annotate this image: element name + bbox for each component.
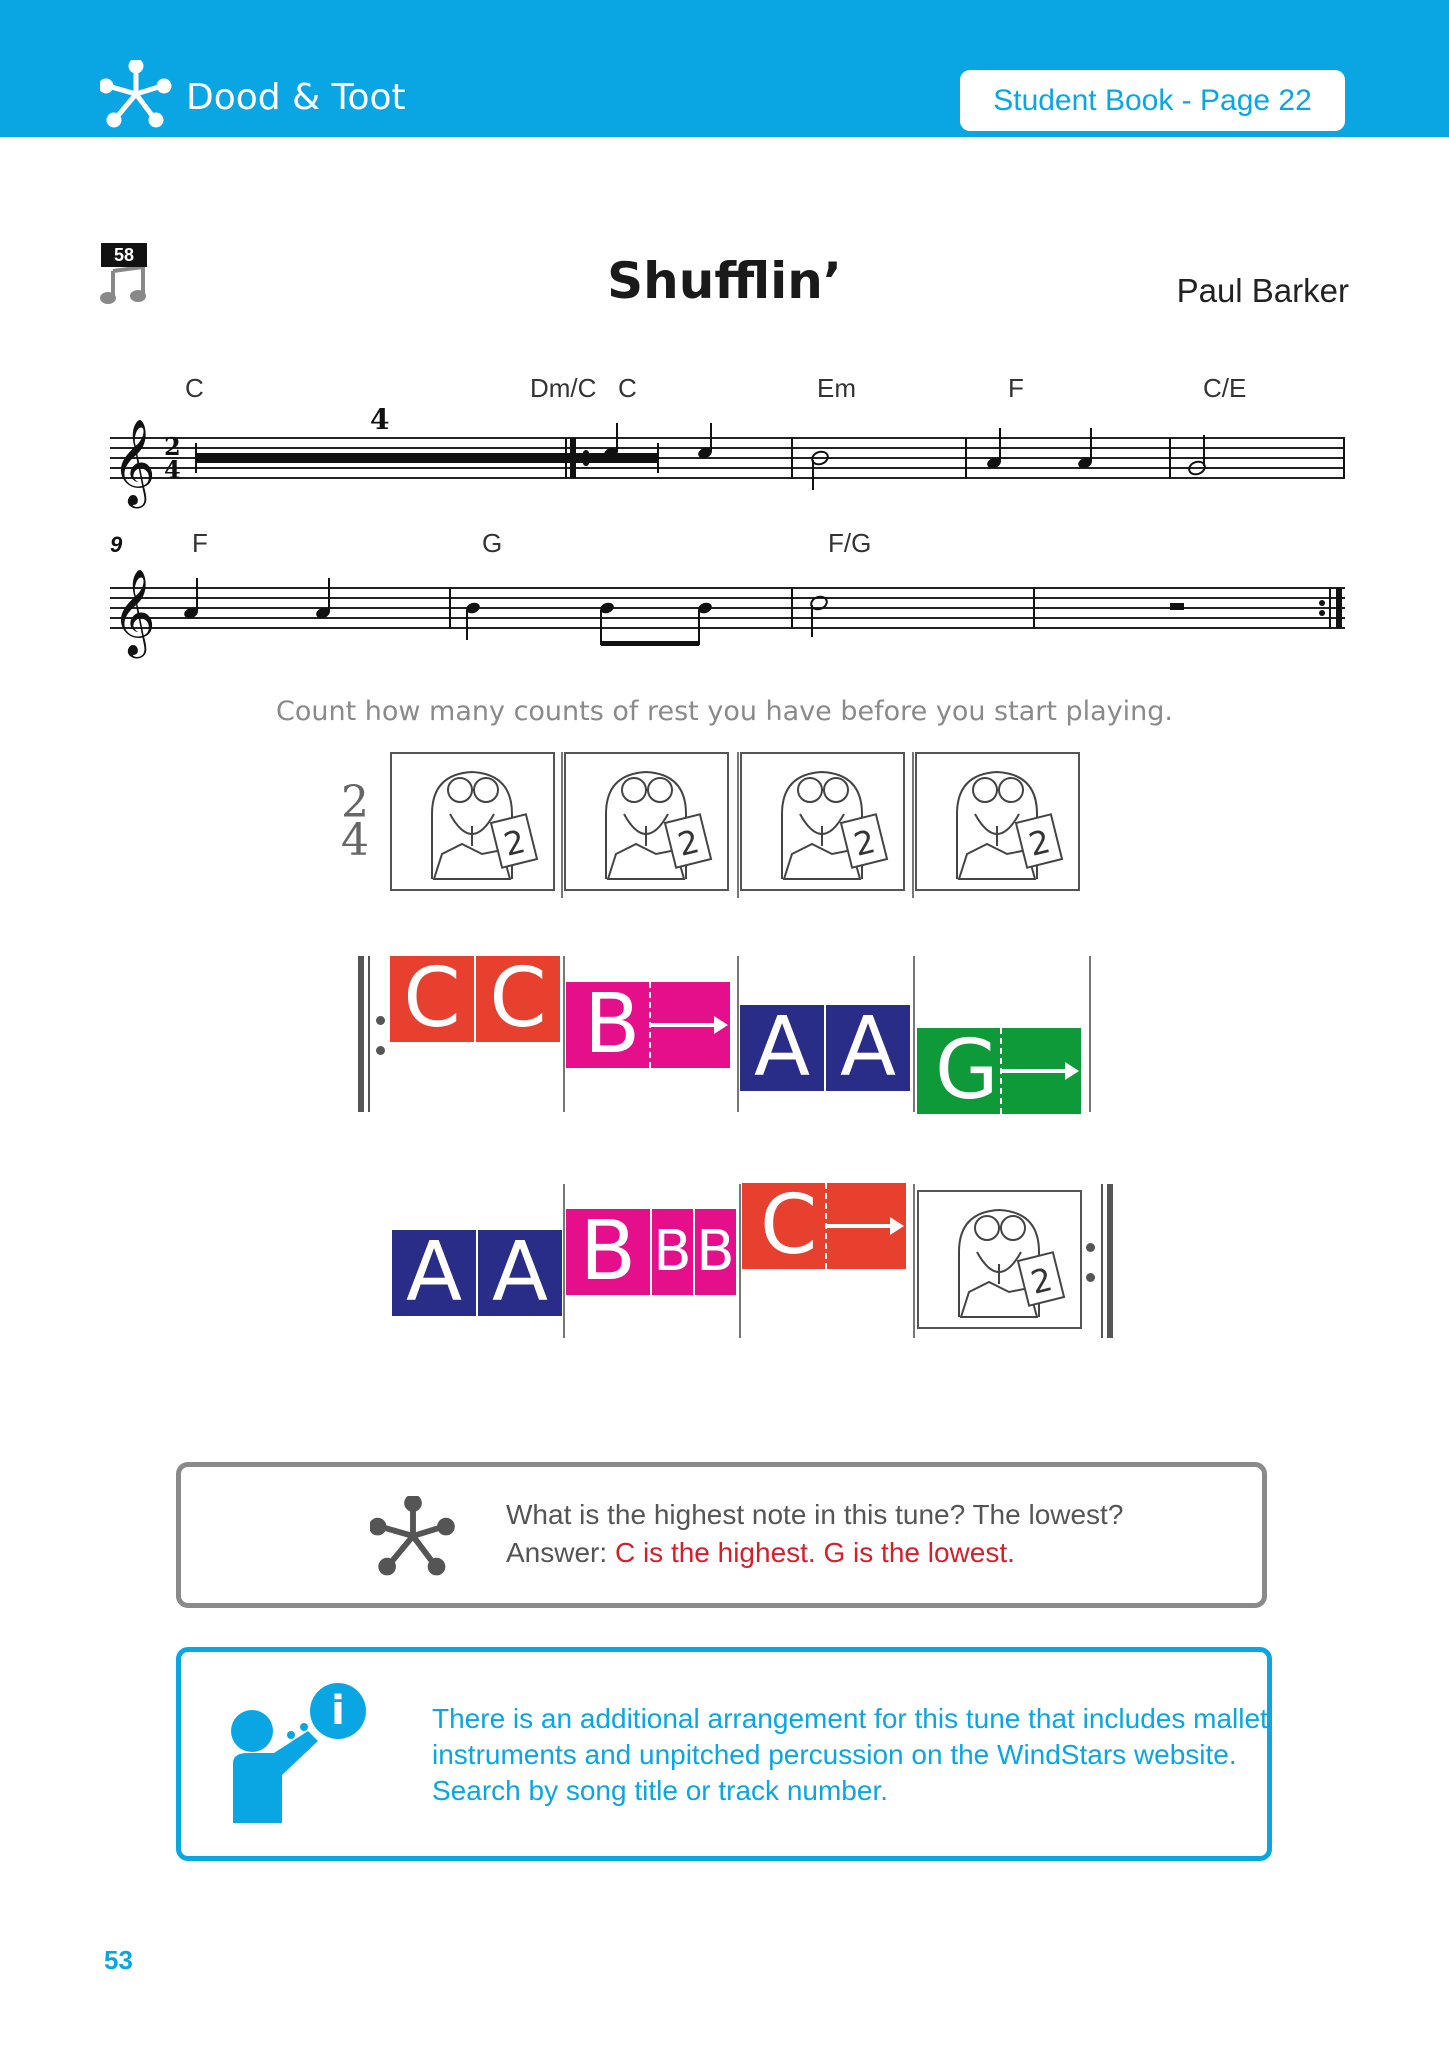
rest-card bbox=[915, 752, 1080, 891]
note-tile-c bbox=[742, 1178, 908, 1273]
hold-arrow-icon bbox=[649, 1023, 718, 1027]
info-person-icon bbox=[228, 1683, 374, 1827]
beat-divider bbox=[649, 982, 651, 1068]
rest-card bbox=[564, 752, 729, 891]
composer: Paul Barker bbox=[1176, 272, 1349, 309]
note-letter: A bbox=[491, 1225, 549, 1320]
svg-text:2: 2 bbox=[850, 822, 879, 864]
barline bbox=[737, 956, 739, 1112]
svg-text:2: 2 bbox=[500, 822, 529, 864]
page-number: 53 bbox=[104, 1945, 133, 1975]
note-letter: C bbox=[403, 951, 461, 1046]
staff-line-2 bbox=[100, 545, 1350, 665]
note-letter: G bbox=[935, 1023, 999, 1118]
note-letter: B bbox=[584, 977, 641, 1072]
note-tile-g bbox=[917, 1023, 1083, 1118]
barline bbox=[561, 752, 563, 898]
time-signature-bottom: 4 bbox=[164, 455, 181, 484]
track-number: 58 bbox=[101, 243, 147, 267]
chord-symbol: C/E bbox=[1203, 373, 1247, 403]
page-reference-badge: Student Book - Page 22 bbox=[960, 70, 1345, 131]
treble-clef-icon: 𝄞 bbox=[112, 419, 156, 505]
barline bbox=[737, 752, 739, 898]
info-text-line: Search by song title or track number. bbox=[432, 1775, 888, 1806]
rest-time-signature-bottom: 4 bbox=[341, 815, 369, 866]
note-letter: C bbox=[760, 1178, 818, 1273]
song-title: Shufflin’ bbox=[607, 252, 842, 310]
rest-card bbox=[390, 752, 555, 891]
chord-symbol: Dm/C bbox=[530, 373, 597, 403]
svg-text:i: i bbox=[331, 1688, 345, 1734]
repeat-sign bbox=[1083, 1184, 1113, 1338]
chord-symbol: F/G bbox=[828, 528, 872, 558]
note-letter: B bbox=[696, 1219, 735, 1284]
info-text-line: instruments and unpitched percussion on the WindStars website. bbox=[432, 1739, 1237, 1770]
hold-arrow-icon bbox=[1000, 1069, 1069, 1073]
note-letter: A bbox=[753, 1000, 811, 1095]
chord-symbol: C bbox=[185, 373, 204, 403]
treble-clef-icon: 𝄞 bbox=[112, 569, 156, 655]
brand-name: Dood & Toot bbox=[186, 77, 406, 118]
note-tile-a bbox=[392, 1225, 478, 1320]
note-tile-b bbox=[566, 1204, 652, 1299]
dood-toot-logo-icon bbox=[100, 60, 172, 128]
note-letter: A bbox=[405, 1225, 463, 1320]
note-tile-c bbox=[390, 951, 476, 1046]
note-tile-b bbox=[695, 1209, 738, 1295]
chord-symbol: C bbox=[618, 373, 637, 403]
multirest-count: 4 bbox=[370, 403, 390, 436]
rest-card bbox=[917, 1190, 1082, 1329]
chord-symbol: F bbox=[192, 528, 208, 558]
answer-label: Answer: bbox=[506, 1537, 608, 1568]
svg-text:2: 2 bbox=[674, 822, 703, 864]
note-tile-b bbox=[652, 1209, 695, 1295]
beat-divider bbox=[825, 1183, 827, 1269]
note-tile-a bbox=[740, 1000, 826, 1095]
info-text-line: There is an additional arrangement for this tune that includes mallet bbox=[432, 1703, 1268, 1734]
staff-line-1 bbox=[100, 395, 1350, 515]
rest-count-instruction: Count how many counts of rest you have before you start playing. bbox=[275, 696, 1174, 727]
barline bbox=[563, 956, 565, 1112]
hold-arrow-icon bbox=[825, 1224, 894, 1228]
rest-time-signature bbox=[338, 777, 372, 866]
answer-text bbox=[506, 1534, 1015, 1572]
measure-number: 9 bbox=[110, 532, 123, 557]
note-letter: B bbox=[653, 1219, 692, 1284]
time-signature-top: 2 bbox=[164, 432, 181, 461]
note-tile-b bbox=[566, 977, 732, 1072]
barline bbox=[739, 1184, 741, 1338]
rest-time-signature-top: 2 bbox=[341, 777, 369, 828]
note-tile-a bbox=[826, 1000, 912, 1095]
barline bbox=[913, 956, 915, 1112]
barline bbox=[1089, 956, 1091, 1112]
rest-card bbox=[740, 752, 905, 891]
barline bbox=[563, 1184, 565, 1338]
dood-toot-logo-icon bbox=[370, 1496, 456, 1576]
chord-symbol: Em bbox=[817, 373, 856, 403]
note-tile-c bbox=[476, 951, 562, 1046]
answer-value: C is the highest. G is the lowest. bbox=[614, 1537, 1015, 1568]
note-tile-a bbox=[478, 1225, 564, 1320]
note-letter: C bbox=[489, 951, 547, 1046]
svg-text:2: 2 bbox=[1027, 1260, 1056, 1302]
note-letter: B bbox=[579, 1204, 637, 1299]
svg-text:2: 2 bbox=[1025, 822, 1054, 864]
note-letter: A bbox=[839, 1000, 897, 1095]
repeat-sign bbox=[358, 956, 388, 1112]
beat-divider bbox=[1000, 1028, 1002, 1114]
chord-symbol: G bbox=[482, 528, 503, 558]
chord-symbol: F bbox=[1008, 373, 1024, 403]
barline bbox=[912, 752, 914, 898]
barline bbox=[913, 1184, 915, 1338]
question-text: What is the highest note in this tune? The lowest? bbox=[506, 1499, 1124, 1530]
